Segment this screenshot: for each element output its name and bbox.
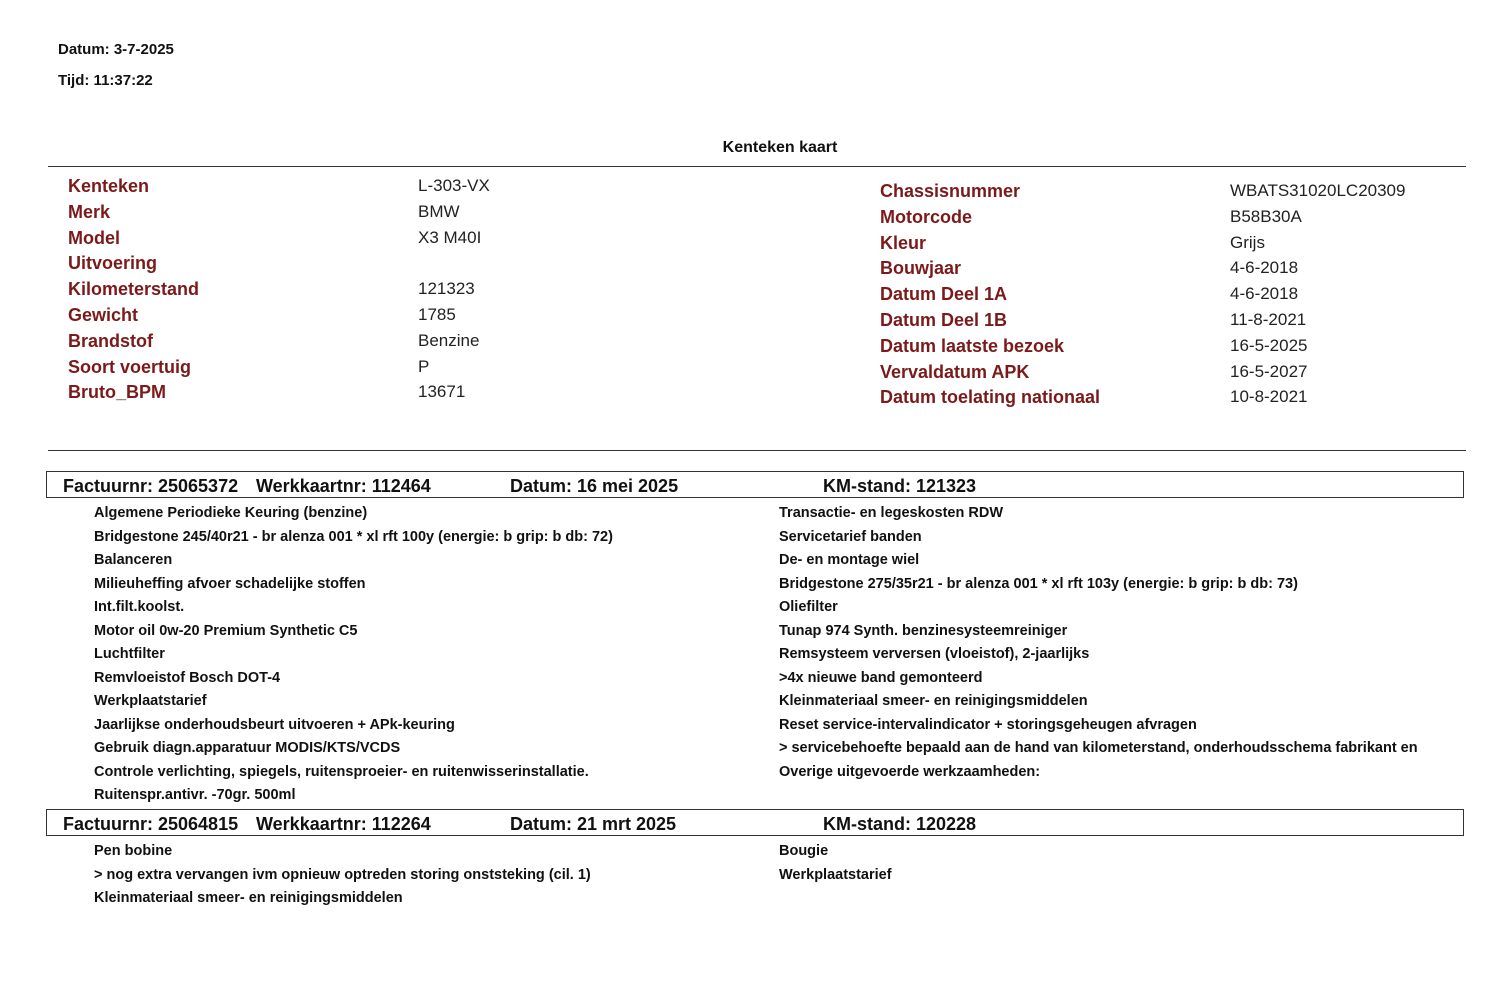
invoice-line-item: Overige uitgevoerde werkzaamheden: — [779, 763, 1041, 780]
vehicle-field-label: Kilometerstand — [68, 279, 200, 300]
vehicle-field-label: Datum toelating nationaal — [880, 387, 1101, 408]
invoice-line-item: Algemene Periodieke Keuring (benzine) — [94, 505, 368, 521]
invoice-line-item: Luchtfilter — [94, 646, 165, 662]
invoice-line-item: Balanceren — [94, 552, 173, 568]
print-time: Tijd: 11:37:22 — [58, 72, 153, 89]
invoice-date: Datum: 21 mrt 2025 — [510, 814, 677, 834]
vehicle-field-label: Datum Deel 1A — [880, 284, 1008, 305]
vehicle-field-value: 4-6-2018 — [1230, 258, 1299, 278]
invoice-km-stand: KM-stand: 121323 — [823, 476, 977, 496]
invoice-date: Datum: 16 mei 2025 — [510, 476, 679, 496]
invoice-line-item: Bougie — [779, 843, 829, 859]
vehicle-field-value: 13671 — [418, 382, 466, 402]
invoice-number: Factuurnr: 25065372 — [63, 476, 239, 496]
invoice-header — [46, 809, 1464, 836]
divider-bottom — [48, 450, 1466, 451]
invoice-km-stand: KM-stand: 120228 — [823, 814, 977, 834]
invoice-line-item: Reset service-intervalindicator + storingsgeheugen afvragen — [779, 716, 1197, 733]
vehicle-field-label: Brandstof — [68, 330, 153, 351]
vehicle-field-label: Model — [68, 227, 120, 248]
invoice-line-item: Controle verlichting, spiegels, ruitensproeier- en ruitenwisserinstallatie. — [94, 763, 589, 780]
vehicle-field-label: Merk — [68, 201, 111, 222]
invoice-line-item: Werkplaatstarief — [94, 693, 207, 709]
invoice-line-item: Werkplaatstarief — [779, 866, 892, 883]
invoice-number: Factuurnr: 25064815 — [63, 814, 239, 834]
invoice-line-item: Int.filt.koolst. — [94, 599, 185, 615]
invoice-line-item: Oliefilter — [779, 599, 838, 615]
vehicle-field-label: Gewicht — [68, 305, 139, 325]
vehicle-field-value: WBATS31020LC20309 — [1230, 181, 1406, 200]
vehicle-field-value: B58B30A — [1230, 206, 1302, 226]
vehicle-field-value: BMW — [418, 201, 460, 221]
invoice-line-item: Jaarlijkse onderhoudsbeurt uitvoeren + APk-keuring — [94, 716, 455, 733]
invoice-line-item: Bridgestone 275/35r21 - br alenza 001 * xl rft 103y (energie: b grip: b db: 73) — [779, 575, 1298, 592]
invoice-line-item: Remsysteem verversen (vloeistof), 2-jaarlijks — [779, 646, 1090, 662]
vehicle-field-label: Kleur — [880, 232, 927, 253]
page-title: Kenteken kaart — [722, 139, 838, 156]
invoice-line-item: De- en montage wiel — [779, 552, 920, 568]
invoice-line-item: Servicetarief banden — [779, 528, 922, 545]
vehicle-field-value: P — [418, 356, 430, 376]
vehicle-field-label: Bruto_BPM — [68, 382, 166, 403]
invoice-line-item: Remvloeistof Bosch DOT-4 — [94, 669, 281, 686]
vehicle-field-label: Kenteken — [68, 176, 150, 196]
vehicle-field-label: Vervaldatum APK — [880, 361, 1030, 382]
invoice-line-item: > servicebehoefte bepaald aan de hand van kilometerstand, onderhoudsschema fabrikant en — [779, 740, 1418, 756]
vehicle-field-label: Motorcode — [880, 206, 972, 227]
vehicle-field-value: 10-8-2021 — [1230, 387, 1308, 407]
vehicle-field-value: 4-6-2018 — [1230, 284, 1299, 304]
invoice-line-item: > nog extra vervangen ivm opnieuw optreden storing onststeking (cil. 1) — [94, 866, 591, 883]
vehicle-field-value: 121323 — [418, 279, 475, 299]
vehicle-field-label: Datum Deel 1B — [880, 310, 1008, 330]
vehicle-field-value: 16-5-2027 — [1230, 361, 1308, 381]
print-date: Datum: 3-7-2025 — [58, 41, 174, 58]
vehicle-field-value: Grijs — [1230, 232, 1265, 252]
invoice-line-item: Milieuheffing afvoer schadelijke stoffen — [94, 575, 366, 592]
vehicle-field-label: Bouwjaar — [880, 258, 962, 279]
invoice-line-item: Kleinmateriaal smeer- en reinigingsmiddelen — [779, 693, 1088, 709]
vehicle-field-label: Uitvoering — [68, 253, 158, 274]
vehicle-field-value: 11-8-2021 — [1230, 310, 1307, 329]
vehicle-field-value: Benzine — [418, 330, 480, 350]
workcard-number: Werkkaartnr: 112464 — [256, 476, 431, 496]
vehicle-field-value: 1785 — [418, 305, 456, 324]
vehicle-field-value: L-303-VX — [418, 176, 490, 195]
workcard-number: Werkkaartnr: 112264 — [256, 814, 431, 834]
invoice-line-item: Bridgestone 245/40r21 - br alenza 001 * xl rft 100y (energie: b grip: b db: 72) — [94, 528, 613, 545]
invoice-line-item: Kleinmateriaal smeer- en reinigingsmiddelen — [94, 890, 403, 906]
invoice-line-item: Motor oil 0w-20 Premium Synthetic C5 — [94, 622, 358, 639]
vehicle-field-label: Soort voertuig — [68, 356, 192, 377]
invoice-line-item: >4x nieuwe band gemonteerd — [779, 669, 983, 686]
invoice-line-item: Transactie- en legeskosten RDW — [779, 505, 1004, 521]
vehicle-field-label: Chassisnummer — [880, 181, 1021, 201]
vehicle-field-label: Datum laatste bezoek — [880, 335, 1065, 356]
invoice-line-item: Gebruik diagn.apparatuur MODIS/KTS/VCDS — [94, 740, 401, 756]
invoice-line-item: Ruitenspr.antivr. -70gr. 500ml — [94, 787, 296, 803]
invoice-header — [46, 471, 1464, 498]
invoice-line-item: Pen bobine — [94, 843, 173, 859]
vehicle-field-value: X3 M40I — [418, 227, 482, 247]
vehicle-field-value: 16-5-2025 — [1230, 335, 1308, 355]
divider-top — [48, 166, 1466, 167]
invoice-line-item: Tunap 974 Synth. benzinesysteemreiniger — [779, 622, 1068, 639]
